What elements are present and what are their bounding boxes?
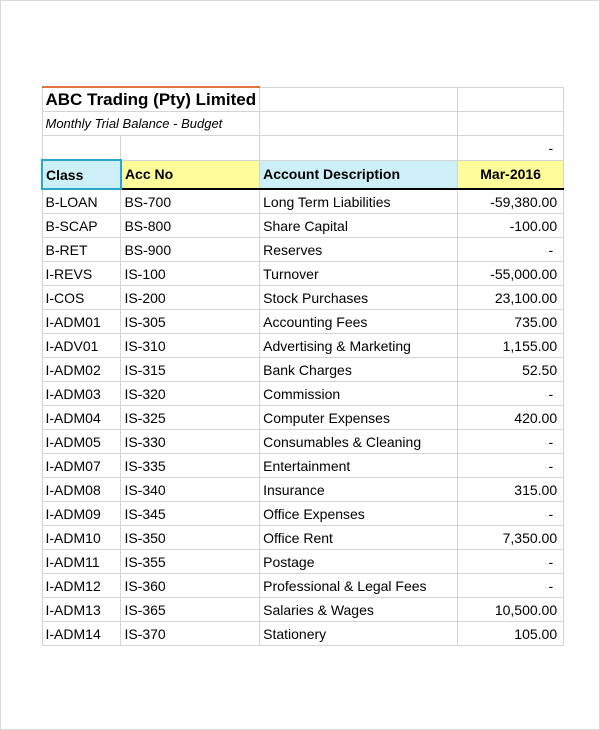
- description-cell[interactable]: Stock Purchases: [260, 286, 458, 310]
- table-row: [42, 622, 564, 646]
- amount-cell[interactable]: -59,380.00: [458, 189, 564, 214]
- amount-cell[interactable]: -: [458, 382, 564, 406]
- table-row: [42, 454, 564, 478]
- acc-no-cell[interactable]: IS-315: [121, 358, 260, 382]
- amount-cell[interactable]: 1,155.00: [458, 334, 564, 358]
- description-cell[interactable]: Stationery: [260, 622, 458, 646]
- acc-no-cell[interactable]: IS-320: [121, 382, 260, 406]
- company-title[interactable]: ABC Trading (Pty) Limited: [42, 87, 260, 112]
- acc-no-cell[interactable]: IS-345: [121, 502, 260, 526]
- description-cell[interactable]: Reserves: [260, 238, 458, 262]
- acc-no-cell[interactable]: IS-200: [121, 286, 260, 310]
- class-cell[interactable]: I-ADM09: [42, 502, 121, 526]
- amount-cell[interactable]: -55,000.00: [458, 262, 564, 286]
- acc-no-cell[interactable]: IS-100: [121, 262, 260, 286]
- class-cell[interactable]: I-ADV01: [42, 334, 121, 358]
- empty-cell[interactable]: [260, 87, 458, 112]
- description-cell[interactable]: Advertising & Marketing: [260, 334, 458, 358]
- description-cell[interactable]: Professional & Legal Fees: [260, 574, 458, 598]
- empty-cell[interactable]: [458, 112, 564, 136]
- table-row: [42, 189, 564, 214]
- class-cell[interactable]: I-ADM05: [42, 430, 121, 454]
- class-cell[interactable]: I-REVS: [42, 262, 121, 286]
- table-row: [42, 406, 564, 430]
- acc-no-cell[interactable]: IS-370: [121, 622, 260, 646]
- acc-no-cell[interactable]: BS-700: [121, 189, 260, 214]
- description-cell[interactable]: Commission: [260, 382, 458, 406]
- table-row: [42, 382, 564, 406]
- class-cell[interactable]: I-ADM12: [42, 574, 121, 598]
- amount-cell[interactable]: -: [458, 502, 564, 526]
- description-cell[interactable]: Entertainment: [260, 454, 458, 478]
- acc-no-cell[interactable]: IS-360: [121, 574, 260, 598]
- class-cell[interactable]: I-ADM04: [42, 406, 121, 430]
- class-cell[interactable]: B-RET: [42, 238, 121, 262]
- empty-cell[interactable]: [260, 112, 458, 136]
- trial-balance-table: [41, 86, 564, 646]
- header-acc-no[interactable]: Acc No: [121, 160, 260, 189]
- description-cell[interactable]: Turnover: [260, 262, 458, 286]
- description-cell[interactable]: Office Rent: [260, 526, 458, 550]
- class-cell[interactable]: I-ADM03: [42, 382, 121, 406]
- table-row: [42, 598, 564, 622]
- header-class[interactable]: Class: [42, 160, 121, 189]
- table-row: [42, 238, 564, 262]
- acc-no-cell[interactable]: IS-355: [121, 550, 260, 574]
- class-cell[interactable]: I-ADM13: [42, 598, 121, 622]
- description-cell[interactable]: Computer Expenses: [260, 406, 458, 430]
- table-row: [42, 358, 564, 382]
- amount-cell[interactable]: -: [458, 550, 564, 574]
- blank-row: [42, 136, 564, 161]
- table-row: [42, 286, 564, 310]
- table-row: [42, 310, 564, 334]
- amount-cell[interactable]: -: [458, 574, 564, 598]
- table-row: [42, 262, 564, 286]
- header-row: [42, 160, 564, 189]
- empty-cell[interactable]: [121, 136, 260, 161]
- report-subtitle[interactable]: Monthly Trial Balance - Budget: [42, 112, 260, 136]
- subtitle-row: [42, 112, 564, 136]
- amount-cell[interactable]: 52.50: [458, 358, 564, 382]
- table-row: [42, 550, 564, 574]
- amount-cell[interactable]: -: [458, 238, 564, 262]
- class-cell[interactable]: I-ADM07: [42, 454, 121, 478]
- class-cell[interactable]: I-COS: [42, 286, 121, 310]
- table-row: [42, 430, 564, 454]
- acc-no-cell[interactable]: IS-335: [121, 454, 260, 478]
- class-cell[interactable]: I-ADM08: [42, 478, 121, 502]
- description-cell[interactable]: Accounting Fees: [260, 310, 458, 334]
- acc-no-cell[interactable]: IS-310: [121, 334, 260, 358]
- empty-cell[interactable]: [260, 136, 458, 161]
- header-account-description[interactable]: Account Description: [260, 160, 458, 189]
- acc-no-cell[interactable]: IS-305: [121, 310, 260, 334]
- class-cell[interactable]: I-ADM10: [42, 526, 121, 550]
- description-cell[interactable]: Postage: [260, 550, 458, 574]
- description-cell[interactable]: Share Capital: [260, 214, 458, 238]
- amount-cell[interactable]: 23,100.00: [458, 286, 564, 310]
- acc-no-cell[interactable]: IS-350: [121, 526, 260, 550]
- amount-cell[interactable]: 420.00: [458, 406, 564, 430]
- description-cell[interactable]: Insurance: [260, 478, 458, 502]
- description-cell[interactable]: Long Term Liabilities: [260, 189, 458, 214]
- amount-cell[interactable]: 10,500.00: [458, 598, 564, 622]
- class-cell[interactable]: B-LOAN: [42, 189, 121, 214]
- acc-no-cell[interactable]: IS-325: [121, 406, 260, 430]
- empty-cell[interactable]: [458, 87, 564, 112]
- acc-no-cell[interactable]: BS-800: [121, 214, 260, 238]
- class-cell[interactable]: B-SCAP: [42, 214, 121, 238]
- acc-no-cell[interactable]: IS-330: [121, 430, 260, 454]
- title-row: [42, 87, 564, 112]
- top-right-value[interactable]: -: [458, 136, 564, 161]
- amount-cell[interactable]: -: [458, 454, 564, 478]
- description-cell[interactable]: Salaries & Wages: [260, 598, 458, 622]
- amount-cell[interactable]: 735.00: [458, 310, 564, 334]
- amount-cell[interactable]: -: [458, 430, 564, 454]
- acc-no-cell[interactable]: IS-365: [121, 598, 260, 622]
- amount-cell[interactable]: 7,350.00: [458, 526, 564, 550]
- acc-no-cell[interactable]: IS-340: [121, 478, 260, 502]
- table-row: [42, 574, 564, 598]
- class-cell[interactable]: I-ADM01: [42, 310, 121, 334]
- description-cell[interactable]: Bank Charges: [260, 358, 458, 382]
- header-period[interactable]: Mar-2016: [458, 160, 564, 189]
- acc-no-cell[interactable]: BS-900: [121, 238, 260, 262]
- amount-cell[interactable]: 315.00: [458, 478, 564, 502]
- description-cell[interactable]: Consumables & Cleaning: [260, 430, 458, 454]
- amount-cell[interactable]: -100.00: [458, 214, 564, 238]
- amount-cell[interactable]: 105.00: [458, 622, 564, 646]
- class-cell[interactable]: I-ADM14: [42, 622, 121, 646]
- table-row: [42, 502, 564, 526]
- table-row: [42, 214, 564, 238]
- class-cell[interactable]: I-ADM02: [42, 358, 121, 382]
- table-row: [42, 526, 564, 550]
- table-row: [42, 334, 564, 358]
- table-row: [42, 478, 564, 502]
- description-cell[interactable]: Office Expenses: [260, 502, 458, 526]
- empty-cell[interactable]: [42, 136, 121, 161]
- class-cell[interactable]: I-ADM11: [42, 550, 121, 574]
